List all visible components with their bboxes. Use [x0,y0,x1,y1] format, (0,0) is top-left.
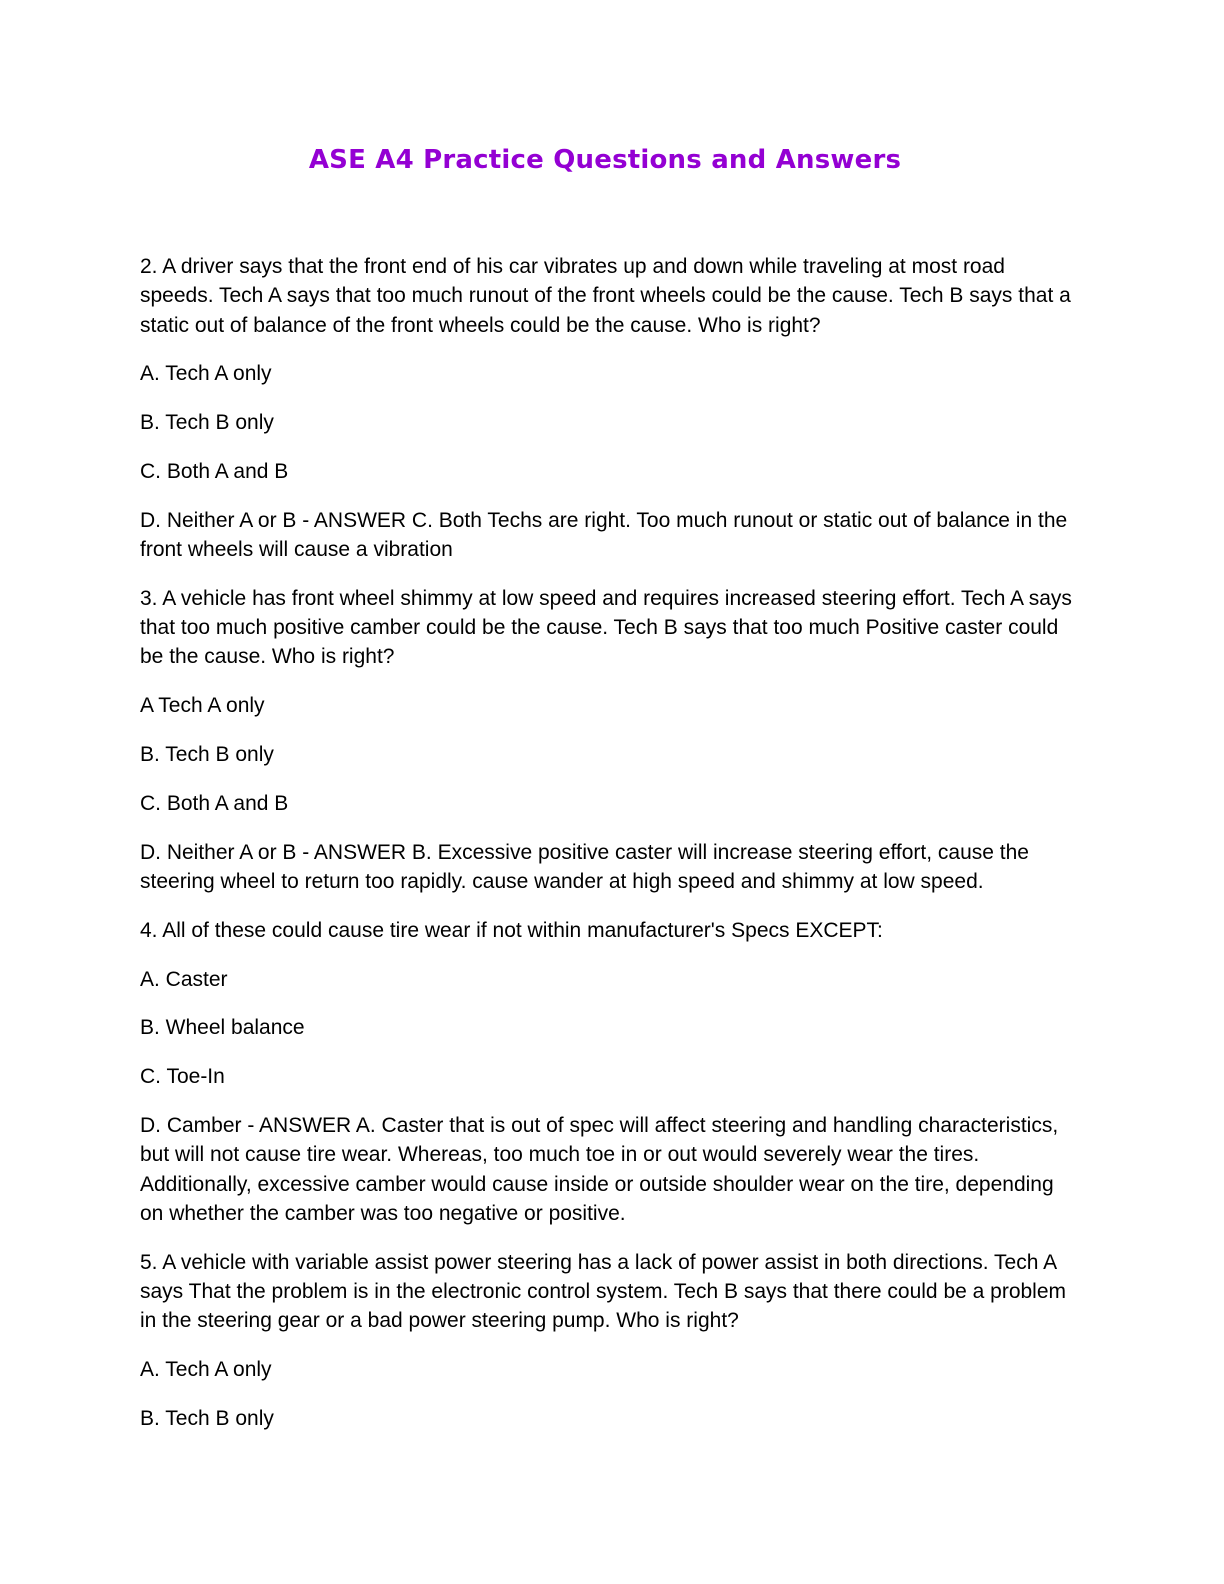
question-2-option-d-answer: D. Neither A or B - ANSWER C. Both Techs are right. Too much runout or static out of balance in the front wheels will cause a vibration [140,508,1068,562]
question-2-option-c: C. Both A and B [140,459,289,483]
question-2-option-a: A. Tech A only [140,362,272,386]
question-3-text: 3. A vehicle has front wheel shimmy at low speed and requires increased steering effort. Tech A says that too much positive camber could be the cause. Tech B says that too much Positive caster could be the cause. Who is right? [140,586,1072,669]
question-2-option-b: B. Tech B only [140,411,274,435]
question-4-option-c: C. Toe-In [140,1065,225,1089]
question-3-option-a: A Tech A only [140,694,265,718]
question-4-option-a: A. Caster [140,967,228,991]
question-5-text: 5. A vehicle with variable assist power steering has a lack of power assist in both directions. Tech A says That the problem is in the electronic control system. Tech B says that there could be a problem in the steering gear or a bad power steering pump. Who is right? [140,1250,1067,1333]
question-3-option-d-answer: D. Neither A or B - ANSWER B. Excessive positive caster will increase steering effort, cause the steering wheel to return too rapidly. cause wander at high speed and shimmy at low speed. [140,840,1029,893]
question-2-text: 2. A driver says that the front end of his car vibrates up and down while traveling at most road speeds. Tech A says that too much runout of the front wheels could be the cause. Tech B says that a static out of balance of the front wheels could be the cause. Who is right? [140,255,1071,337]
question-4-option-d-answer: D. Camber - ANSWER A. Caster that is out of spec will affect steering and handling characteristics, but will not cause tire wear. Whereas, too much toe in or out would severely wear the tires. Additionally, excessive camber would cause inside or outside shoulder wear on the tire, depending on whether the camber was too negative or positive. [140,1113,1059,1225]
document-body [140,252,1080,1453]
question-3-option-c: C. Both A and B [140,791,289,815]
question-5-option-b: B. Tech B only [140,1406,274,1430]
question-5-option-a: A. Tech A only [140,1358,272,1382]
question-4-option-b: B. Wheel balance [140,1016,305,1040]
document-title: ASE A4 Practice Questions and Answers [308,145,902,175]
question-3-option-b: B. Tech B only [140,743,274,767]
question-4-text: 4. All of these could cause tire wear if not within manufacturer's Specs EXCEPT: [140,918,883,942]
